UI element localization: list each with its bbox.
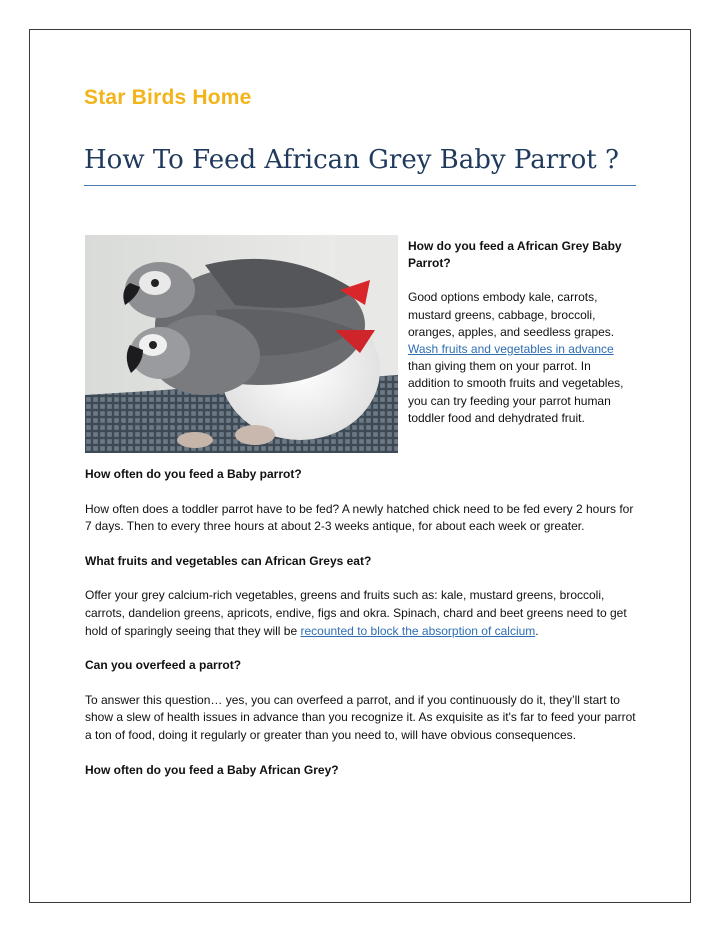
section-text-fruits-vegetables [85, 587, 640, 640]
section-heading-baby-african-grey: How often do you feed a Baby African Grey? [85, 762, 339, 777]
parrot-photo [85, 235, 398, 453]
article-body [85, 466, 640, 779]
section-text-overfeed: To answer this question… yes, you can overfeed a parrot, and if you continuously do it, they’ll start to show a slew of health issues in advance than you recognize it. As exquisite as it's far to feed your parrot a ton of food, doing it regularly or greater than you need to, will have obvious consequences. [85, 692, 636, 742]
section-text-after-link: . [535, 623, 539, 638]
side-heading: How do you feed a African Grey Baby Parrot? [408, 239, 622, 271]
side-paragraph [408, 289, 633, 427]
side-text-after-link: than giving them on your parrot. In addition to smooth fruits and vegetables, you can try feeding your parrot human toddler food and dehydrated fruit. [408, 359, 624, 425]
side-text-before-link: Good options embody kale, carrots, mustard greens, cabbage, broccoli, oranges, apples, and seedless grapes. [408, 290, 615, 339]
side-column [408, 238, 633, 427]
title-underline [84, 185, 636, 186]
section-heading-baby-feeding: How often do you feed a Baby parrot? [85, 467, 302, 481]
section-text-before-link: Offer your grey calcium-rich vegetables, greens and fruits such as: kale, mustard greens, broccoli, carrots, dandelion greens, apricots, endive, figs and okra. Spinach, chard and beet greens need to get hold of sparingly seeing that they will be [85, 588, 627, 638]
parrot-photo-illustration [85, 235, 398, 453]
brand-name: Star Birds Home [84, 86, 252, 109]
page-title: How To Feed African Grey Baby Parrot ? [84, 145, 619, 175]
section-text-baby-feeding: How often does a toddler parrot have to be fed? A newly hatched chick need to be fed every 2 hours for 7 days. Then to every three hours at about 2-3 weeks antique, for about each week or greater. [85, 501, 634, 534]
section-heading-overfeed: Can you overfeed a parrot? [85, 658, 242, 673]
wash-fruits-link[interactable]: Wash fruits and vegetables in advance [408, 342, 614, 357]
calcium-absorption-link[interactable]: recounted to block the absorption of calcium [300, 623, 536, 638]
section-heading-fruits-vegetables: What fruits and vegetables can African Greys eat? [85, 553, 372, 568]
